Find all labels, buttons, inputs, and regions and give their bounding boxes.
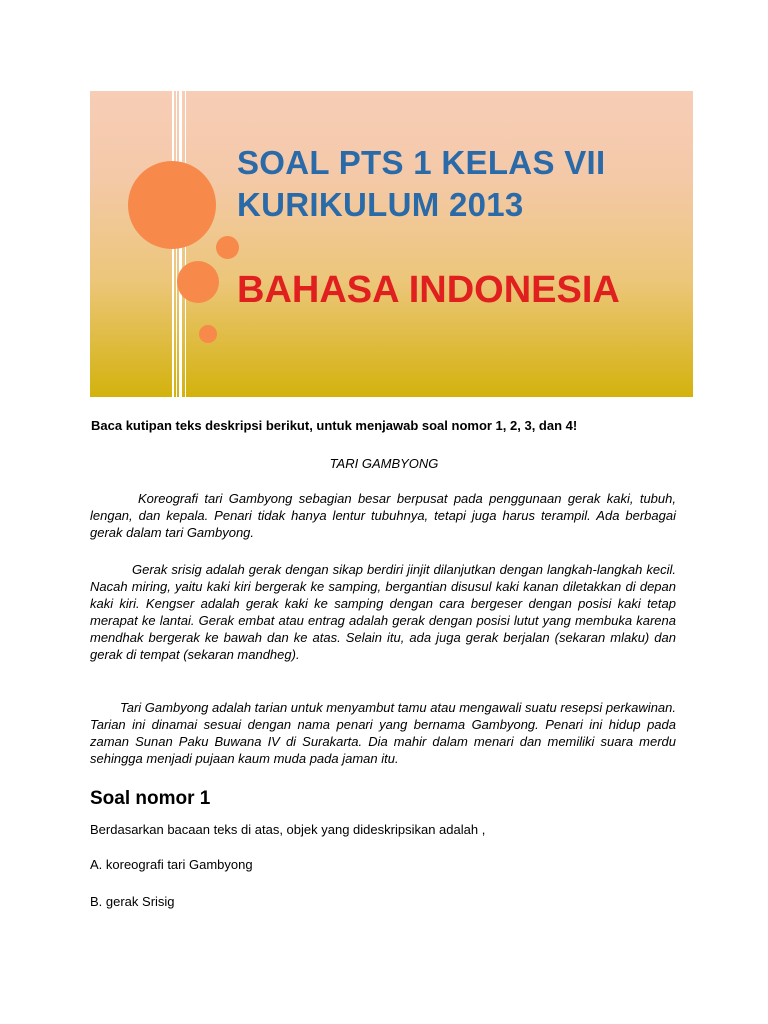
cover-banner <box>90 91 693 397</box>
text-title: TARI GAMBYONG <box>329 456 439 471</box>
reading-instruction: Baca kutipan teks deskripsi berikut, untuk menjawab soal nomor 1, 2, 3, dan 4! <box>91 418 578 433</box>
paragraph-text: Tari Gambyong adalah tarian untuk menyambut tamu atau mengawali suatu resepsi perkawinan. Tarian ini dinamai sesuai dengan nama penari yang bernama Gambyong. Penari ini hidup pada zaman Sunan Paku Buwana IV di Surakarta. Dia mahir dalam menari dan memiliki suara merdu sehingga menjadi pujaan kaum muda pada jaman itu. <box>90 700 676 766</box>
banner-title-line1: SOAL PTS 1 KELAS VII <box>237 144 606 181</box>
paragraph-text: Gerak srisig adalah gerak dengan sikap berdiri jinjit dilanjutkan dengan langkah-langkah kecil. Nacah miring, yaitu kaki kiri bergerak ke samping, bergantian disusul kaki kanan diletakkan di depan kaki kiri. Kengser adalah gerak kaki ke samping dengan cara bergeser dengan posisi kaki tetap merapat ke lantai. Gerak embat atau entrag adalah gerak dengan posisi lutut yang membuka karena mendhak bergerak ke bawah dan ke atas. Selain itu, ada juga gerak berjalan (sekaran mlaku) dan gerak di tempat (sekaran mandheg). <box>90 562 676 662</box>
paragraph-text: Koreografi tari Gambyong sebagian besar berpusat pada penggunaan gerak kaki, tubuh, lengan, dan kepala. Penari tidak hanya lentur tubuhnya, tetapi juga harus terampil. Ada berbagai gerak dalam tari Gambyong. <box>90 491 676 540</box>
question-heading: Soal nomor 1 <box>90 788 211 809</box>
option-b: B. gerak Srisig <box>90 894 175 909</box>
option-a: A. koreografi tari Gambyong <box>90 857 253 872</box>
banner-title-line2: KURIKULUM 2013 <box>237 186 524 223</box>
decor-circle-medium <box>177 261 219 303</box>
banner-subject: BAHASA INDONESIA <box>237 269 620 311</box>
paragraph-3 <box>90 699 676 767</box>
decor-circle-small <box>216 236 239 259</box>
paragraph-1 <box>90 490 676 541</box>
paragraph-2 <box>90 561 676 663</box>
question-text: Berdasarkan bacaan teks di atas, objek yang dideskripsikan adalah , <box>90 822 486 837</box>
decor-circle-large <box>128 161 216 249</box>
decor-circle-tiny <box>199 325 217 343</box>
